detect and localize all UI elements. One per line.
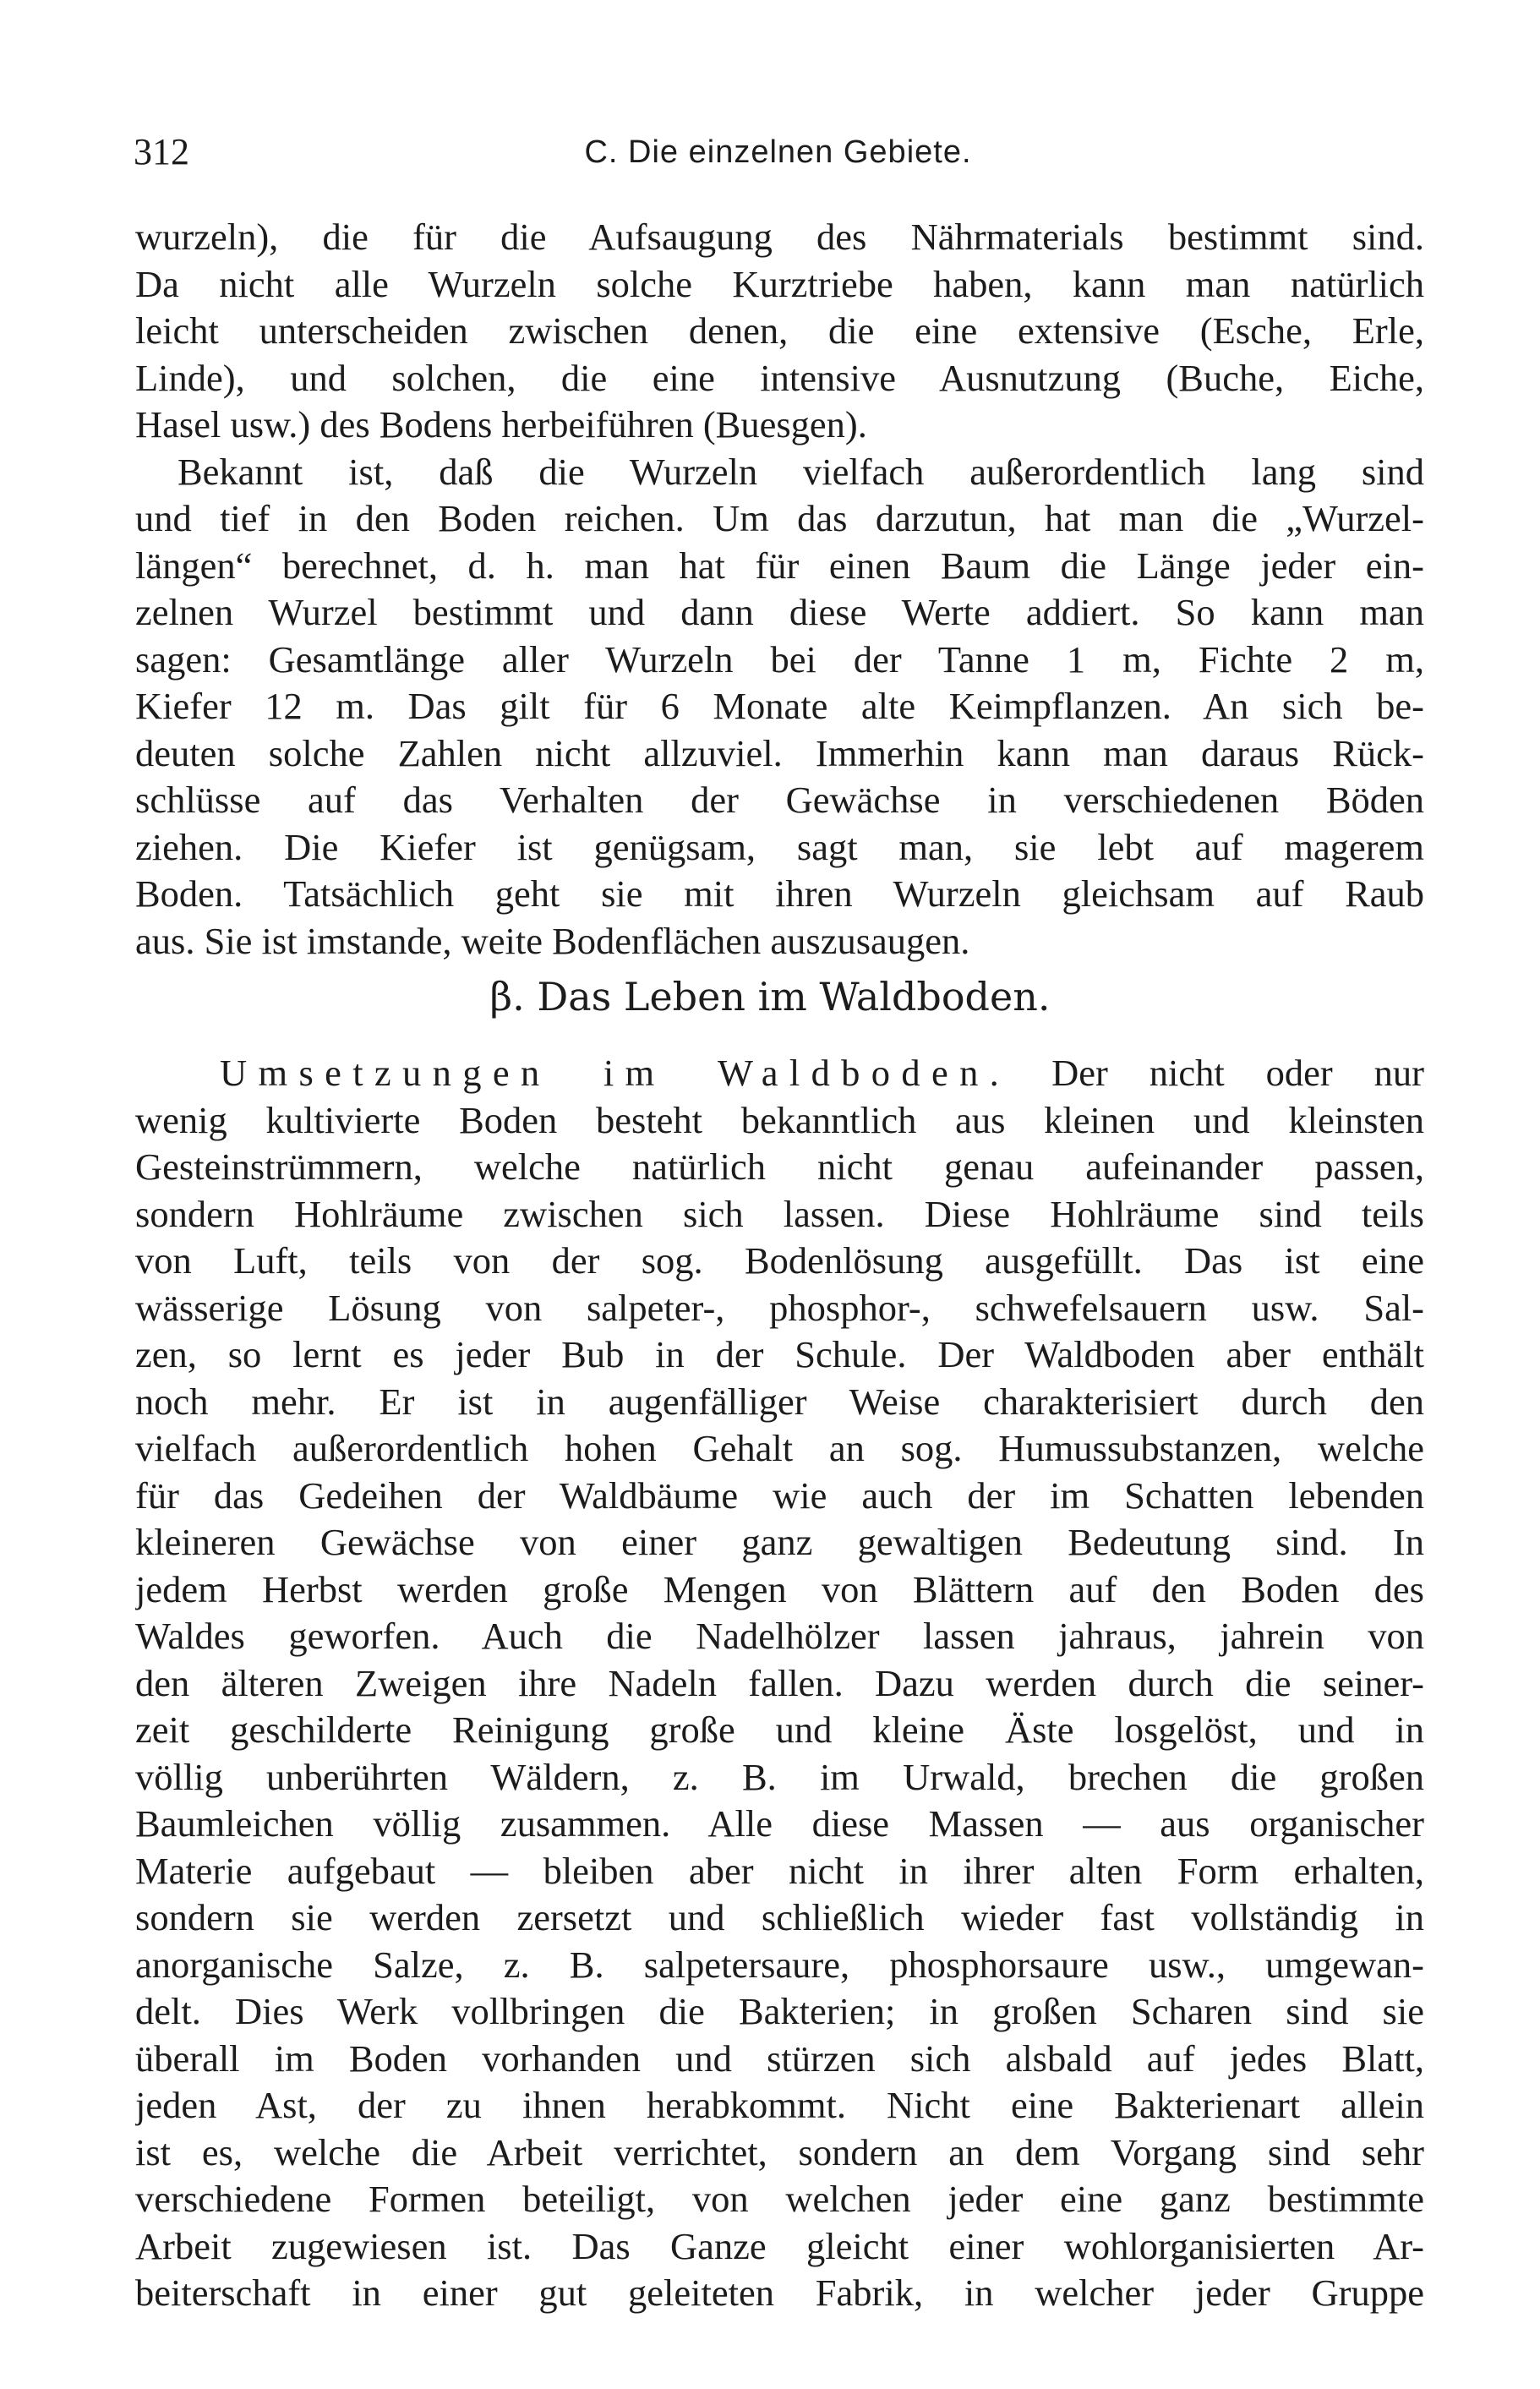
text-line: kleineren Gewächse von einer ganz gewaltigen Bedeutung sind. In xyxy=(135,1521,1424,1563)
text-line: Linde), und solchen, die eine intensive Ausnutzung (Buche, Eiche, xyxy=(135,356,1424,399)
text-line: Boden. Tatsächlich geht sie mit ihren Wurzeln gleichsam auf Raub xyxy=(135,872,1424,915)
text-line: anorganische Salze, z. B. salpetersaure, phosphorsaure usw., umgewan- xyxy=(135,1943,1424,1986)
text-line: von Luft, teils von der sog. Bodenlösung ausgefüllt. Das ist eine xyxy=(135,1239,1424,1282)
text-line: Bekannt ist, daß die Wurzeln vielfach außerordentlich lang sind xyxy=(177,450,1424,493)
page-number: 312 xyxy=(134,131,189,172)
text-line: ist es, welche die Arbeit verrichtet, sondern an dem Vorgang sind sehr xyxy=(135,2130,1424,2173)
text-line: zeit geschilderte Reinigung große und kleine Äste losgelöst, und in xyxy=(135,1708,1424,1751)
text-line: leicht unterscheiden zwischen denen, die eine extensive (Esche, Erle, xyxy=(135,309,1424,352)
lead-in-continuation: Der nicht oder nur xyxy=(1051,1052,1424,1094)
text-line: aus. Sie ist imstande, weite Bodenflächen auszusaugen. xyxy=(135,919,970,962)
text-line: wurzeln), die für die Aufsaugung des Nährmaterials bestimmt sind. xyxy=(135,216,1424,258)
text-line: den älteren Zweigen ihre Nadeln fallen. Dazu werden durch die seiner- xyxy=(135,1661,1424,1704)
text-line: Arbeit zugewiesen ist. Das Ganze gleicht einer wohlorganisierten Ar- xyxy=(135,2224,1424,2267)
text-line: wässerige Lösung von salpeter-, phosphor-, schwefelsauern usw. Sal- xyxy=(135,1286,1424,1329)
paragraph-forest-soil xyxy=(135,1050,1424,2317)
text-line: völlig unberührten Wäldern, z. B. im Urwald, brechen die großen xyxy=(135,1755,1424,1798)
text-line: sondern sie werden zersetzt und schließlich wieder fast vollständig in xyxy=(135,1896,1424,1938)
running-title: C. Die einzelnen Gebiete. xyxy=(584,134,972,170)
text-line: vielfach außerordentlich hohen Gehalt an sog. Humussubstanzen, welche xyxy=(135,1427,1424,1469)
text-line: Gesteinstrümmern, welche natürlich nicht genau aufeinander passen, xyxy=(135,1145,1424,1188)
text-line: Kiefer 12 m. Das gilt für 6 Monate alte Keimpflanzen. An sich be- xyxy=(135,685,1424,727)
text-line: ziehen. Die Kiefer ist genügsam, sagt man, sie lebt auf magerem xyxy=(135,825,1424,868)
text-line: sondern Hohlräume zwischen sich lassen. Diese Hohlräume sind teils xyxy=(135,1192,1424,1235)
text-line: zen, so lernt es jeder Bub in der Schule. Der Waldboden aber enthält xyxy=(135,1333,1424,1375)
text-line: Baumleichen völlig zusammen. Alle diese Massen — aus organischer xyxy=(135,1802,1424,1845)
text-line: Da nicht alle Wurzeln solche Kurztriebe haben, kann man natürlich xyxy=(135,262,1424,305)
text-line: deuten solche Zahlen nicht allzuviel. Immerhin kann man daraus Rück- xyxy=(135,731,1424,774)
text-line: und tief in den Boden reichen. Um das darzutun, hat man die „Wurzel- xyxy=(135,497,1424,539)
text-line: Materie aufgebaut — bleiben aber nicht in ihrer alten Form erhalten, xyxy=(135,1849,1424,1892)
paragraph-roots xyxy=(135,214,1424,965)
text-line: delt. Dies Werk vollbringen die Bakterien; in großen Scharen sind sie xyxy=(135,1990,1424,2032)
text-line: jedem Herbst werden große Mengen von Blättern auf den Boden des xyxy=(135,1567,1424,1610)
text-line: sagen: Gesamtlänge aller Wurzeln bei der Tanne 1 m, Fichte 2 m, xyxy=(135,637,1424,681)
text-line: für das Gedeihen der Waldbäume wie auch der im Schatten lebenden xyxy=(135,1473,1424,1517)
text-line: Waldes geworfen. Auch die Nadelhölzer lassen jahraus, jahrein von xyxy=(135,1615,1424,1657)
text-line: beiterschaft in einer gut geleiteten Fabrik, in welcher jeder Gruppe xyxy=(135,2271,1424,2314)
text-line: wenig kultivierte Boden besteht bekanntlich aus kleinen und kleinsten xyxy=(135,1098,1424,1141)
text-line: verschiedene Formen beteiligt, von welchen jeder eine ganz bestimmte xyxy=(135,2178,1424,2220)
lead-in-heading: Umsetzungen im Waldboden. xyxy=(220,1052,1011,1094)
section-heading: β. Das Leben im Waldboden. xyxy=(489,974,1051,1020)
text-line: jeden Ast, der zu ihnen herabkommt. Nicht eine Bakterienart allein xyxy=(135,2084,1424,2126)
text-line: längen“ berechnet, d. h. man hat für einen Baum die Länge jeder ein- xyxy=(135,544,1424,587)
text-line: schlüsse auf das Verhalten der Gewächse in verschiedenen Böden xyxy=(135,779,1424,821)
text-line: noch mehr. Er ist in augenfälliger Weise charakterisiert durch den xyxy=(135,1380,1424,1423)
text-line: überall im Boden vorhanden und stürzen sich alsbald auf jedes Blatt, xyxy=(135,2036,1424,2080)
text-line: Hasel usw.) des Bodens herbeiführen (Buesgen). xyxy=(135,403,867,446)
running-head xyxy=(134,127,1423,178)
text-line: zelnen Wurzel bestimmt und dann diese Werte addiert. So kann man xyxy=(135,591,1424,633)
text-line xyxy=(135,1050,1424,1097)
